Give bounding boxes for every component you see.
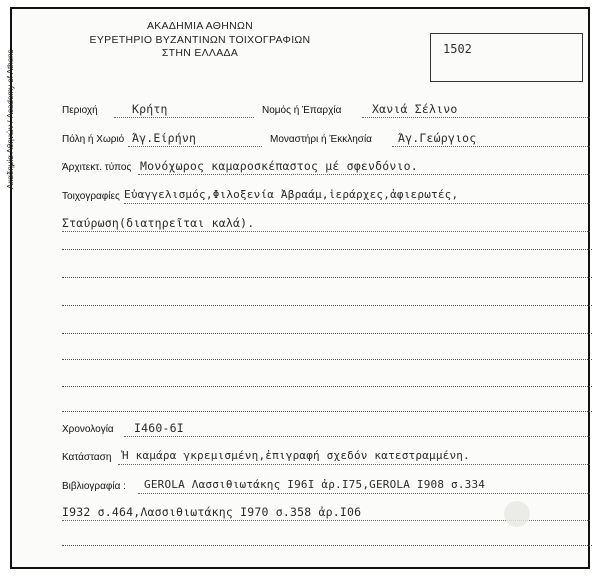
village-label: Πόλη ή Χωριό bbox=[62, 134, 125, 145]
dotted-line bbox=[362, 117, 590, 118]
index-card bbox=[6, 7, 590, 569]
architecture-value: Μονόχωρος καμαροσκέπαστος μέ σφενδόνιο. bbox=[140, 159, 418, 173]
dotted-line bbox=[138, 174, 590, 175]
record-number-box bbox=[430, 33, 583, 82]
header-index-title: ΕΥΡΕΤΗΡΙΟ ΒΥΖΑΝΤΙΝΩΝ ΤΟΙΧΟΓΡΑΦΙΩΝ bbox=[89, 33, 311, 46]
dotted-line bbox=[118, 464, 590, 465]
condition-label: Κατάσταση bbox=[62, 452, 112, 463]
faded-stamp bbox=[504, 501, 530, 527]
prefecture-label: Νομός ή Έπαρχία bbox=[262, 105, 342, 116]
region-value: Κρήτη bbox=[132, 102, 168, 116]
frescoes-label: Τοιχογραφίες bbox=[62, 191, 120, 202]
bibliography-label: Βιβλιογραφία : bbox=[62, 481, 126, 492]
card-header bbox=[50, 20, 350, 61]
header-country: ΣΤΗΝ ΕΛΛΑΔΑ bbox=[161, 47, 239, 59]
frescoes-value-line1: Εὐαγγελισμός,Φιλοξενία Ἀβραάμ,ἱεράρχες,ἀφιερωτές, bbox=[124, 188, 459, 201]
chronology-label: Χρονολογία bbox=[62, 424, 114, 435]
blank-dotted-line bbox=[62, 411, 592, 412]
blank-dotted-line bbox=[62, 277, 592, 278]
prefecture-value: Χανιά Σέλινο bbox=[372, 102, 458, 116]
blank-dotted-line bbox=[62, 249, 592, 250]
architecture-label: Άρχιτεκτ. τύπος bbox=[62, 162, 132, 173]
chronology-value: Ι460-6Ι bbox=[134, 421, 184, 435]
blank-dotted-line bbox=[62, 386, 592, 387]
dotted-line bbox=[124, 203, 590, 204]
dotted-line bbox=[128, 146, 262, 147]
blank-dotted-line bbox=[62, 305, 592, 306]
dotted-line bbox=[114, 117, 254, 118]
dotted-line bbox=[392, 146, 590, 147]
dotted-line bbox=[124, 436, 590, 437]
blank-dotted-line bbox=[62, 359, 592, 360]
frescoes-value-line2: Σταύρωση(διατηρεῖται καλά). bbox=[62, 216, 255, 230]
bibliography-value-line1: GEROLA Λασσιθιωτάκης Ι96Ι ἀρ.Ι75,GEROLA Ι908 σ.334 bbox=[144, 478, 486, 491]
church-value: Άγ.Γεώργιος bbox=[398, 131, 477, 145]
church-label: Μοναστήρι ή Έκκλησία bbox=[270, 134, 372, 145]
academy-side-label: Ακαδημία Αθηνών / Academy of Athens bbox=[6, 49, 15, 189]
region-label: Περιοχή bbox=[62, 105, 98, 116]
condition-value: Ἡ καμάρα γκρεμισμένη,ἐπιγραφή σχεδόν κατεστραμμένη. bbox=[122, 449, 470, 462]
village-value: Άγ.Είρήνη bbox=[132, 131, 197, 145]
blank-dotted-line bbox=[62, 333, 592, 334]
header-academy: ΑΚΑΔΗΜΙΑ ΑΘΗΝΩΝ bbox=[146, 20, 254, 32]
record-number: 1502 bbox=[443, 42, 472, 56]
blank-dotted-line bbox=[62, 545, 592, 546]
dotted-line bbox=[62, 231, 590, 232]
bibliography-value-line2: Ι932 σ.464,Λασσιθιωτάκης Ι970 σ.358 ἀρ.Ι06 bbox=[62, 505, 362, 519]
dotted-line bbox=[138, 493, 590, 494]
